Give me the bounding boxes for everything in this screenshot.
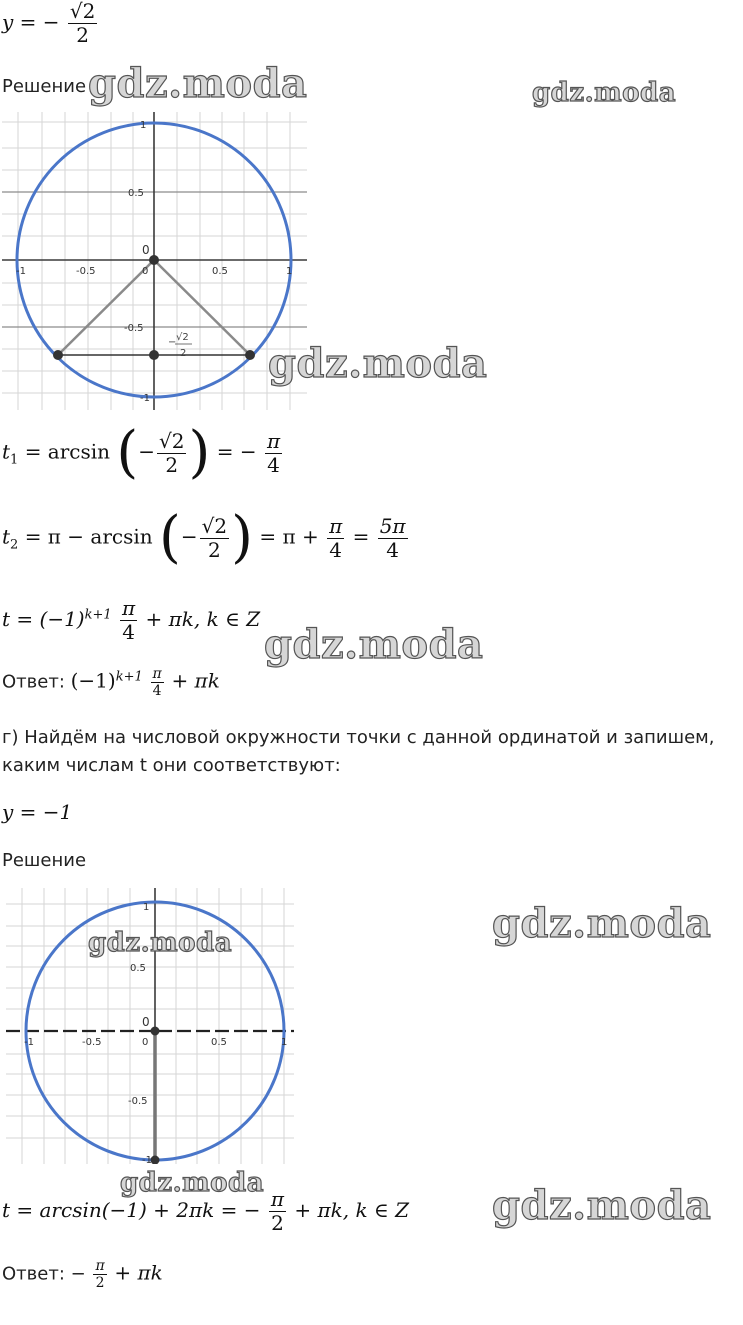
paren-open: (	[116, 420, 139, 485]
watermark: gdz.moda	[268, 340, 488, 387]
paren-close: )	[188, 420, 211, 485]
watermark: gdz.moda	[88, 60, 308, 107]
tail: + πk, k ∈ Z	[145, 607, 261, 631]
equation-t1	[2, 420, 284, 485]
denominator: 4	[122, 620, 135, 644]
tail: + πk, k ∈ Z	[294, 1198, 410, 1222]
task-g-line-1: г) Найдём на числовой окружности точки с данной ординатой и запишем,	[2, 727, 715, 748]
exponent: k+1	[115, 669, 143, 685]
denominator: 2	[208, 537, 221, 562]
equation-y-value	[2, 0, 99, 47]
base: (−1)	[70, 668, 116, 693]
tick-label: -0.5	[76, 266, 96, 277]
numerator: π	[270, 1187, 285, 1211]
tick-label: 1	[286, 266, 293, 277]
numerator: √2	[69, 0, 96, 23]
origin-point	[149, 255, 159, 265]
eq-sign: = −	[216, 439, 257, 464]
task-g-line-2: каким числам t они соответствуют:	[2, 755, 341, 776]
sign: −	[180, 524, 198, 549]
var-t: t	[2, 439, 11, 464]
fraction	[151, 666, 164, 699]
fraction	[200, 515, 229, 562]
numerator: π	[329, 513, 343, 538]
func: = π − arcsin	[24, 524, 153, 549]
point-y-axis	[149, 350, 159, 360]
sign: −	[138, 439, 156, 464]
tick-label: -0.5	[124, 323, 144, 334]
tick-label: 1	[140, 120, 147, 131]
watermark: gdz.moda	[264, 621, 484, 668]
tail: + πk	[171, 668, 220, 693]
numerator: π	[266, 428, 281, 453]
tick-label: 0	[142, 243, 150, 257]
expression: t = (−1)	[2, 607, 85, 631]
origin-point	[151, 1027, 160, 1036]
tick-label: 1	[281, 1037, 288, 1048]
tick-label: 0	[142, 1037, 149, 1048]
tick-label: -0.5	[128, 1096, 148, 1107]
eq-sign: = π +	[259, 524, 319, 549]
denominator: 2	[76, 23, 89, 47]
tick-label: -1	[16, 266, 26, 277]
equation-t2	[2, 505, 410, 570]
subscript: 2	[10, 537, 19, 553]
numerator: √2	[159, 428, 185, 453]
tick-label: 0.5	[128, 188, 144, 199]
svg-text:−: −	[168, 337, 177, 348]
denominator: 4	[386, 537, 399, 562]
numerator: √2	[201, 513, 228, 538]
fraction	[93, 1258, 106, 1291]
denominator: 4	[329, 537, 342, 562]
solution-label-1: Решение	[2, 76, 87, 97]
tick-label: 0	[142, 266, 149, 277]
numerator: 5π	[379, 513, 406, 538]
fraction	[120, 597, 137, 644]
answer-label: Ответ: −	[2, 1263, 86, 1285]
numerator: π	[152, 666, 162, 682]
unit-circle-graph-1	[2, 112, 307, 410]
denominator: 4	[267, 452, 280, 477]
tick-label: -1	[142, 1155, 152, 1164]
func: = arcsin	[24, 439, 111, 464]
exponent: k+1	[84, 607, 112, 623]
tick-label: -1	[24, 1037, 34, 1048]
tick-label: -0.5	[82, 1037, 102, 1048]
denominator: 2	[271, 1211, 284, 1235]
tick-label: 0.5	[212, 266, 228, 277]
subscript: 1	[10, 452, 19, 468]
paren-open: (	[159, 505, 181, 570]
tick-label: -1	[140, 393, 150, 404]
denominator: 4	[152, 683, 162, 700]
point-left	[53, 350, 63, 360]
fraction	[157, 430, 186, 477]
var-t: t	[2, 524, 11, 549]
expression: t = arcsin(−1) + 2πk = −	[2, 1198, 261, 1222]
eq-sign: =	[352, 524, 370, 549]
watermark: gdz.moda	[492, 1182, 712, 1229]
svg-text:√2: √2	[176, 332, 189, 343]
var-y: y	[2, 10, 14, 34]
equation-y-minus-one: y = −1	[2, 800, 73, 824]
fraction	[265, 430, 282, 477]
watermark: gdz.moda	[532, 78, 677, 108]
answer-label: Ответ:	[2, 671, 65, 693]
numerator: π	[122, 596, 136, 620]
answer-1	[2, 666, 220, 699]
eq-sign: = −	[19, 10, 60, 34]
tick-label: 1	[143, 902, 150, 913]
svg-text:2: 2	[180, 348, 187, 359]
fraction	[327, 515, 344, 562]
denominator: 2	[95, 1275, 105, 1292]
answer-2	[2, 1258, 163, 1291]
denominator: 2	[165, 452, 179, 477]
numerator: π	[95, 1258, 105, 1274]
tail: + πk	[114, 1260, 163, 1285]
tick-label: 0.5	[130, 963, 146, 974]
solution-label-2: Решение	[2, 850, 87, 871]
tick-label: 0.5	[211, 1037, 227, 1048]
fraction	[68, 0, 97, 47]
tick-label: 0	[142, 1015, 150, 1029]
watermark: gdz.moda	[492, 900, 712, 947]
point-right	[245, 350, 255, 360]
watermark: gdz.moda	[120, 1168, 265, 1198]
general-solution-1	[2, 597, 260, 644]
fraction	[378, 515, 408, 562]
watermark: gdz.moda	[88, 928, 233, 958]
paren-close: )	[231, 505, 253, 570]
fraction	[269, 1188, 286, 1235]
